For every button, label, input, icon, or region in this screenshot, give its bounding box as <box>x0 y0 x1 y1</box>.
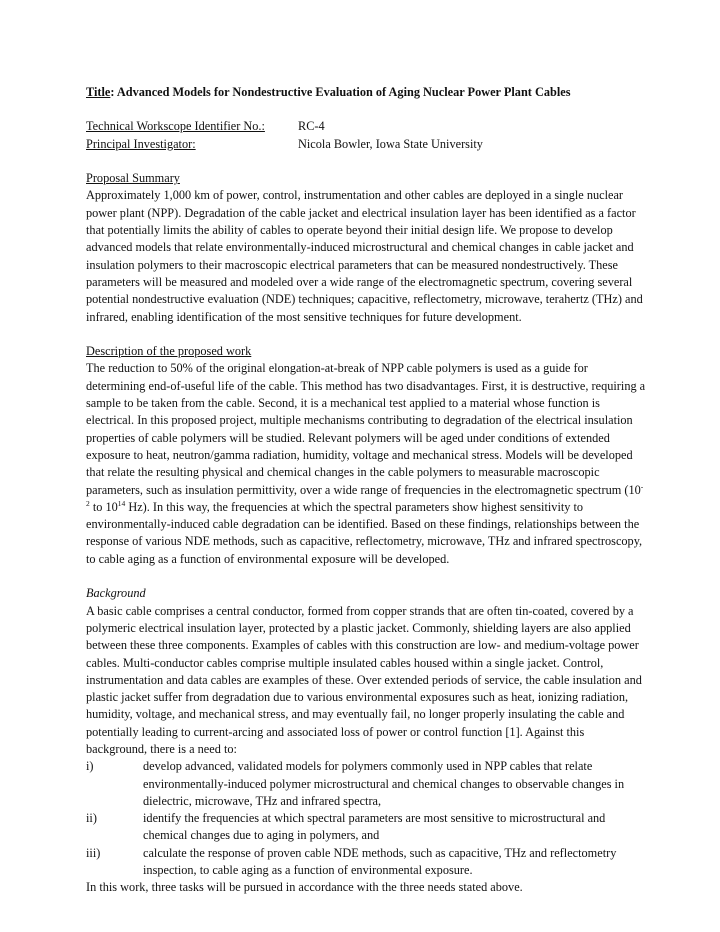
summary-text: Approximately 1,000 km of power, control, instrumentation and other cables are deployed in a single nuclear power plant (NPP). Degradation of the cable jacket and electrical insulation layer has been identified as a factor that potentially limits the ability of cables to operate beyond their initial design life. We propose to develop advanced models that relate environmentally-induced microstructural and chemical changes in cable jacket and insulation polymers to their macroscopic electrical parameters that can be measured nondestructively. These parameters will be measured and modeled over a wide range of the electromagnetic spectrum, covering several potential nondestructive evaluation (NDE) techniques; capacitive, reflectometry, microwave, terahertz (THz) and infrared, enabling identification of the most sensitive techniques for future development. <box>86 188 643 324</box>
description-text-part3: Hz). In this way, the frequencies at which the spectral parameters show highest sensitivity to environmentally-induced cable degradation can be identified. Based on these findings, relationships between the response of various NDE methods, such as capacitive, reflectometry, microwave, THz and infrared spectroscopy, to cable aging as a function of environmental exposure will be developed. <box>86 499 643 566</box>
list-item-text: calculate the response of proven cable NDE methods, such as capacitive, THz and reflectometry inspection, to cable aging as a function of environmental exposure. <box>143 845 617 878</box>
list-item <box>86 845 646 880</box>
background-text: A basic cable comprises a central conductor, formed from copper strands that are often tin-coated, covered by a polymeric electrical insulation layer, protected by a plastic jacket. Commonly, shielding layers are also applied between these three components. Examples of cables with this construction are low- and medium-voltage power cables. Multi-conductor cables comprise multiple insulated cables housed within a single jacket. Control, instrumentation and data cables are examples of these. Over extended periods of service, the cable insulation and plastic jacket suffer from degradation due to various environmental exposures such as heat, ionizing radiation, humidity, voltage, and mechanical stress, and may eventually fail, no longer properly insulating the cable and potentially leading to current-arcing and associated loss of power or control function [1]. Against this background, there is a need to: <box>86 603 642 756</box>
workscope-row <box>86 118 646 135</box>
list-item <box>86 758 646 810</box>
list-item-number: ii) <box>86 811 97 826</box>
list-item-number: i) <box>86 759 94 774</box>
pi-value: Nicola Bowler, Iowa State University <box>298 136 483 151</box>
list-item <box>86 810 646 845</box>
list-item-text: identify the frequencies at which spectral parameters are most sensitive to microstructural and chemical changes due to aging in polymers, and <box>143 811 606 843</box>
document-title <box>86 84 646 101</box>
needs-list <box>86 758 646 879</box>
title-text: : Advanced Models for Nondestructive Evaluation of Aging Nuclear Power Plant Cables <box>110 85 571 99</box>
description-heading: Description of the proposed work <box>86 344 252 359</box>
pi-label: Principal Investigator: <box>86 136 196 151</box>
summary-heading: Proposal Summary <box>86 171 180 186</box>
workscope-label: Technical Workscope Identifier No.: <box>86 119 265 134</box>
workscope-value: RC-4 <box>298 119 325 134</box>
exponent-high: 14 <box>117 498 126 508</box>
description-text-part1: The reduction to 50% of the original elongation-at-break of NPP cable polymers is used as a guide for determining end-of-useful life of the cable. This method has two disadvantages. First, it is destructive, requiring a sample to be taken from the cable. Second, it is a mechanical test applied to a material whose function is electrical. In this proposed project, multiple mechanisms contributing to degradation of the electrical insulation properties of cable polymers will be studied. Relevant polymers will be aged under conditions of extended exposure to heat, neutron/gamma radiation, humidity, voltage and mechanical stress. Models will be developed that relate the resulting physical and chemical changes in the cable polymers to measurable macroscopic parameters, such as insulation permittivity, over a wide range of frequencies in the electromagnetic spectrum (10 <box>86 361 646 497</box>
document-page <box>86 84 646 897</box>
principal-investigator-row <box>86 136 646 153</box>
title-label: Title <box>86 85 111 99</box>
description-text <box>86 360 646 568</box>
description-text-part2: to 10 <box>89 499 118 514</box>
closing-text: In this work, three tasks will be pursued in accordance with the three needs stated above. <box>86 880 523 895</box>
background-heading: Background <box>86 586 146 601</box>
exponent-low: -2 <box>86 481 644 508</box>
list-item-number: iii) <box>86 845 101 860</box>
list-item-text: develop advanced, validated models for polymers commonly used in NPP cables that relate environmentally-induced polymer microstructural and chemical changes to observable changes in dielectric, microwave, THz and infrared spectra, <box>143 759 625 808</box>
